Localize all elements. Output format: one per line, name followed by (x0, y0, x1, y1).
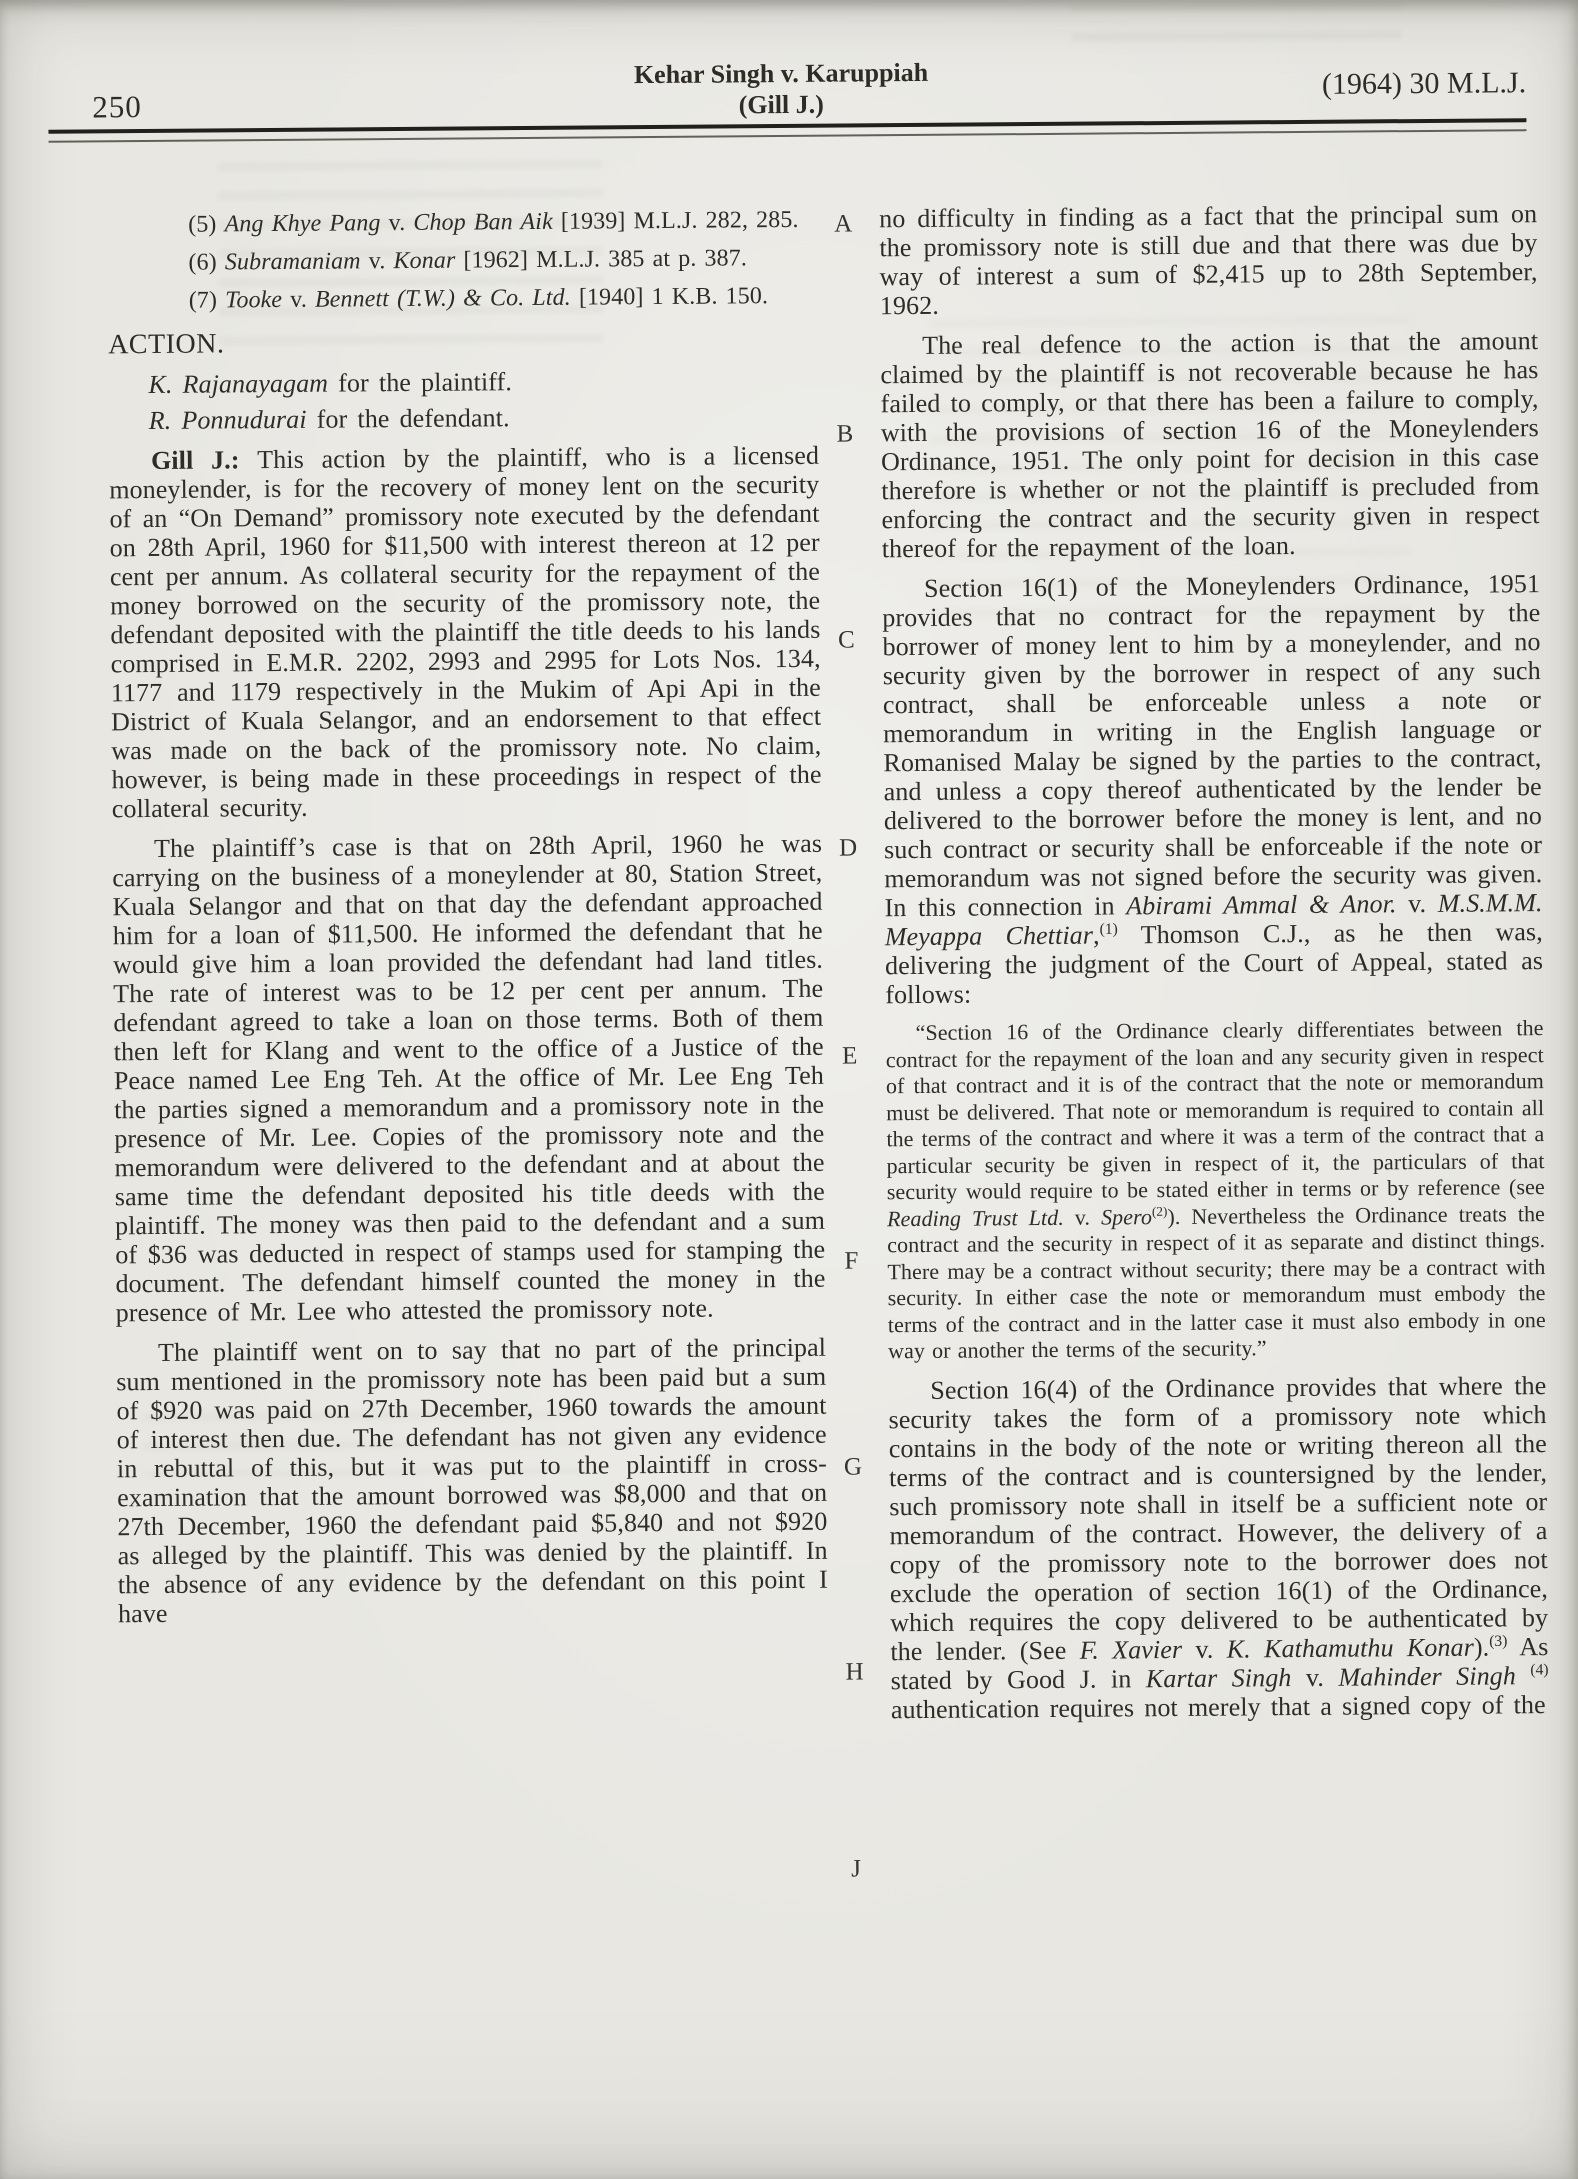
header-rule (48, 118, 1526, 143)
volume-citation: (1964) 30 M.L.J. (1321, 66, 1527, 101)
counsel-line-plaintiff: K. Rajanayagam for the plaintiff. (148, 367, 512, 400)
margin-letter-e: E (841, 1042, 858, 1070)
footnote-citation: (7) Tooke v. Bennett (T.W.) & Co. Ltd. [1940] 1 K.B. 150. (188, 283, 769, 314)
counsel-line-defendant: R. Ponnudurai for the defendant. (148, 403, 510, 436)
case-title: Kehar Singh v. Karuppiah (633, 57, 929, 90)
judgment-paragraph: The real defence to the action is that the amount claimed by the plaintiff is not recoverable because he has failed to comply, or that there has been a failure to comply, with the provisions of section 16 of the Moneylenders Ordinance, 1951. The only point for decision in this case therefore is whether or not the plaintiff is precluded from enforcing the contract and the security given in respect thereof for the repayment of the loan. (880, 326, 1540, 564)
margin-letter-a: A (834, 210, 853, 238)
margin-letter-j: J (851, 1855, 862, 1883)
page-number: 250 (92, 89, 142, 125)
judgment-paragraph: Gill J.: This action by the plaintiff, who is a licensed moneylender, is for the recovery of money lent on the security of an “On Demand” promissory note executed by the defendant on 28th April, 1960 for $11,500 with interest thereon at 12 per cent per annum. As collateral security for the repayment of the money borrowed on the security of the promissory note, the defendant deposited with the plaintiff the title deeds to his lands comprised in E.M.R. 2202, 2993 and 2995 for Lots Nos. 134, 1177 and 1179 respectively in the Mukim of Api Api in the District of Kuala Selangor, and an endorsement to that effect was made on the back of the promissory note. No claim, however, is being made in these proceedings in respect of the collateral security. (109, 440, 822, 824)
margin-letter-b: B (836, 420, 854, 448)
footnote-citations (107, 205, 818, 317)
judgment-paragraph: no difficulty in finding as a fact that the principal sum on the promissory note is still due and that there was due by way of interest a sum of $2,415 up to 28th September, 1962. (879, 199, 1538, 321)
judgment-paragraph: The plaintiff’s case is that on 28th April, 1960 he was carrying on the business of a moneylender at 80, Station Street, Kuala Selangor and that on that day the defendant approached him for a loan of $11,500. He informed the defendant that he would give him a loan provided the defendant had land titles. The rate of interest was to be 12 per cent per annum. The defendant agreed to take a loan on those terms. Both of them then left for Klang and went to the office of a Justice of the Peace named Lee Eng Teh. At the office of Mr. Lee Eng Teh the parties signed a memorandum and a promissory note in the presence of Mr. Lee. Copies of the promissory note and the memorandum were delivered to the defendant and at about the same time the defendant deposited his title deeds with the plaintiff. The money was then paid to the defendant and a sum of $36 was deducted in respect of stamps used for stamping the document. The defendant himself counted the money in the presence of Mr. Lee who attested the promissory note. (112, 828, 826, 1328)
judgment-paragraph: Section 16(4) of the Ordinance provides that where the security takes the form of a promissory note which contains in the body of the note or writing thereon all the terms of the contract and is countersigned by the lender, such promissory note shall in itself be a sufficient note or memorandum of the contract. However, the delivery of a copy of the promissory note to the borrower does not exclude the operation of section 16(1) of the Ordinance, which requires the copy delivered to be authenticated by the lender. (See F. Xavier v. K. Kathamuthu Konar).$^{(3)}$ As stated by Good J. in Kartar Singh v. Mahinder Singh $^{(4)}$ authentication requires not merely that a signed copy of the (888, 1370, 1549, 1724)
margin-letter-d: D (838, 834, 858, 862)
margin-letter-h: H (845, 1658, 864, 1686)
action-heading: ACTION. (108, 328, 225, 361)
judgment-paragraph: The plaintiff went on to say that no part of the principal sum mentioned in the promissory note has been paid but a sum of $920 was paid on 27th December, 1960 towards the amount of interest then due. The defendant has not given any evidence in rebuttal of this, but it was put to the plaintiff in cross-examination that the amount borrowed was $8,000 and that on 27th December, 1960 the defendant paid $5,840 and not $920 as alleged by the plaintiff. This was denied by the plaintiff. In the absence of any evidence by the defendant on this point I have (116, 1332, 828, 1629)
bleed-through-artifact (1071, 1, 1401, 48)
margin-letter-f: F (844, 1247, 859, 1275)
left-column (107, 205, 828, 1629)
judgment-paragraph: Section 16(1) of the Moneylenders Ordinance, 1951 provides that no contract for the repayment by the borrower of money lent to him by a moneylender, and no security given by the borrower in respect of any such contract, shall be enforceable unless a note or memorandum in writing in the English language or Romanised Malay be signed by the parties to the contract, and unless a copy thereof authenticated by the lender be delivered to the borrower before the money is lent, and no such contract or security shall be enforceable if the note or memorandum was not signed before the security was given. In this connection in Abirami Ammal & Anor. v. M.S.M.M. Meyappa Chettiar,$^{(1)}$ Thomson C.J., as he then was, delivering the judgment of the Court of Appeal, stated as follows: (882, 569, 1544, 1010)
quotation-block: “Section 16 of the Ordinance clearly differentiates between the contract for the repayment of the loan and any security given in respect of that contract and it is of the contract that the note or memorandum must be delivered. That note or memorandum is required to contain all the terms of the contract and where it was a term of the contract that a particular security be given in respect of it, the particulars of that security would require to be stated either in terms or by reference (see Reading Trust Ltd. v. Spero$^{(2)}$). Nevertheless the Ordinance treats the contract and the security in respect of it as separate and distinct things. There may be a contract without security; there may be a contract with security. In either case the note or memorandum must embody the terms of the contract and in the latter case it must also embody in one way or another the terms of the security.” (885, 1015, 1546, 1364)
margin-letter-c: C (838, 626, 855, 654)
right-column (879, 199, 1549, 1724)
judge-name: (Gill J.) (738, 89, 824, 120)
running-header (634, 57, 929, 121)
footnote-citation: (6) Subramaniam v. Konar [1962] M.L.J. 385 at p. 387. (188, 245, 747, 276)
footnote-citation: (5) Ang Khye Pang v. Chop Ban Aik [1939] M.L.J. 282, 285. (188, 206, 799, 238)
margin-letter-g: G (843, 1453, 863, 1481)
